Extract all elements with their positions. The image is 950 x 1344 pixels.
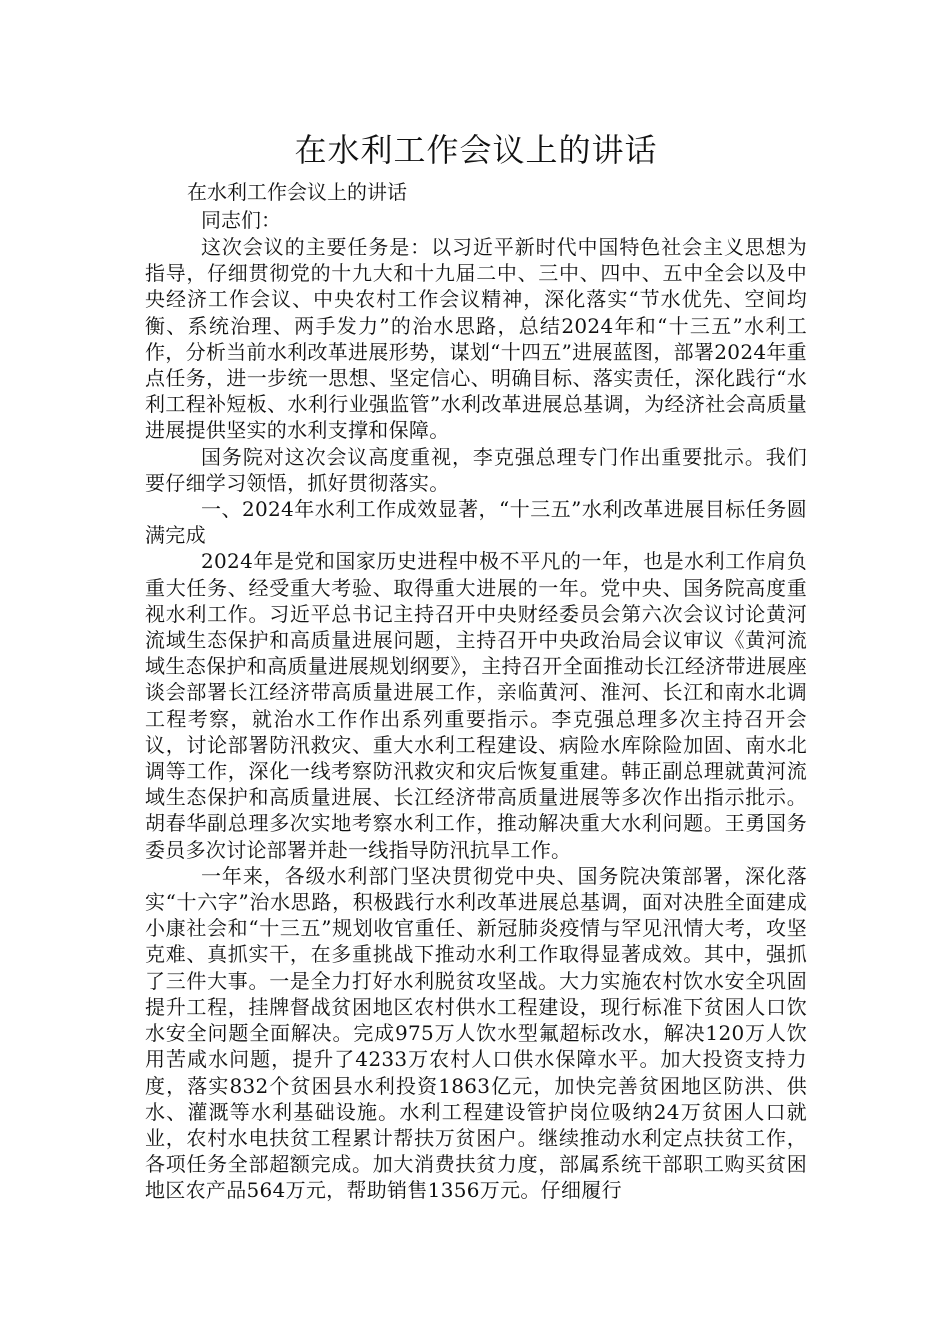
paragraph-year-achievements: 一年来，各级水利部门坚决贯彻党中央、国务院决策部署，深化落实“十六字”治水思路，积极践行水利改革进展总基调，面对决胜全面建成小康社会和“十三五”规划收官重任、新冠肺炎疫情与罕见汛情大考，攻坚克难、真抓实干，在多重挑战下推动水利工作取得显著成效。其中，强抓了三件大事。一是全力打好水利脱贫攻坚战。大力实施农村饮水安全巩固提升工程，挂牌督战贫困地区农村供水工程建设，现行标准下贫困人口饮水安全问题全面解决。完成975万人饮水型氟超标改水，解决120万人饮用苦咸水问题，提升了4233万农村人口供水保障水平。加大投资支持力度，落实832个贫困县水利投资1863亿元，加快完善贫困地区防洪、供水、灌溉等水利基础设施。水利工程建设管护岗位吸纳24万贫困人口就业，农村水电扶贫工程累计帮扶万贫困户。继续推动水利定点扶贫工作，各项任务全部超额完成。加大消费扶贫力度，部属系统干部职工购买贫困地区农产品564万元，帮助销售1356万元。仔细履行 (145, 863, 807, 1203)
document-page (145, 126, 807, 1204)
salutation: 同志们： (201, 208, 281, 232)
paragraph-2024-review: 2024年是党和国家历史进程中极不平凡的一年，也是水利工作肩负重大任务、经受重大考验、取得重大进展的一年。党中央、国务院高度重视水利工作。习近平总书记主持召开中央财经委员会第六次会议讨论黄河流域生态保护和高质量进展问题，主持召开中央政治局会议审议《黄河流域生态保护和高质量进展规划纲要》，主持召开全面推动长江经济带进展座谈会部署长江经济带高质量进展工作，亲临黄河、淮河、长江和南水北调工程考察，就治水工作作出系列重要指示。李克强总理多次主持召开会议，讨论部署防汛救灾、重大水利工程建设、病险水库除险加固、南水北调等工作，深化一线考察防汛救灾和灾后恢复重建。韩正副总理就黄河流域生态保护和高质量进展、长江经济带高质量进展等多次作出指示批示。胡春华副总理多次实地考察水利工作，推动解决重大水利问题。王勇国务委员多次讨论部署并赴一线指导防汛抗旱工作。 (145, 549, 807, 862)
paragraph-meeting-tasks: 这次会议的主要任务是：以习近平新时代中国特色社会主义思想为指导，仔细贯彻党的十九大和十九届二中、三中、四中、五中全会以及中央经济工作会议、中央农村工作会议精神，深化落实“节水优先、空间均衡、系统治理、两手发力”的治水思路，总结2024年和“十三五”水利工作，分析当前水利改革进展形势，谋划“十四五”进展蓝图，部署2024年重点任务，进一步统一思想、坚定信心、明确目标、落实责任，深化践行“水利工程补短板、水利行业强监管”水利改革进展总基调，为经济社会高质量进展提供坚实的水利支撑和保障。 (145, 235, 807, 443)
document-subtitle: 在水利工作会议上的讲话 (187, 180, 407, 204)
paragraph-state-council: 国务院对这次会议高度重视，李克强总理专门作出重要批示。我们要仔细学习领悟，抓好贯彻落实。 (145, 444, 807, 495)
section-heading-1: 一、2024年水利工作成效显著，“十三五”水利改革进展目标任务圆满完成 (145, 497, 807, 548)
document-title: 在水利工作会议上的讲话 (294, 131, 658, 169)
